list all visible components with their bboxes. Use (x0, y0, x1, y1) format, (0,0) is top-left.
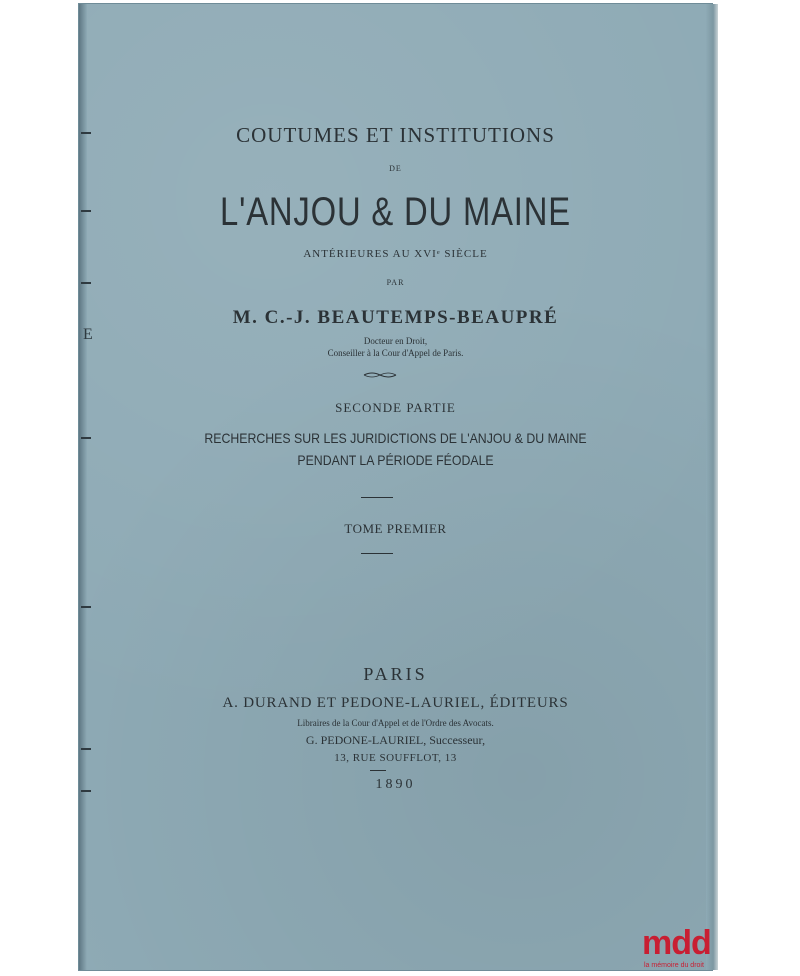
divider-rule (361, 497, 393, 498)
volume-label: TOME PREMIER (344, 521, 447, 536)
logo-tagline: la mémoire du droit (644, 962, 704, 969)
publication-year: 1890 (375, 777, 416, 792)
preposition-par: PAR (386, 278, 405, 287)
subject-line-1: RECHERCHES SUR LES JURIDICTIONS DE L'ANJOU & DU MAINE (204, 430, 587, 446)
watermark-logo (642, 924, 722, 972)
spine-edge (79, 4, 87, 970)
preposition-de: DE (389, 164, 402, 173)
logo-wordmark: mdd (642, 924, 711, 962)
divider-rule (370, 770, 386, 771)
main-title: L'ANJOU & DU MAINE (220, 190, 571, 234)
book-cover (79, 4, 712, 970)
publisher-name: A. DURAND ET PEDONE-LAURIEL, ÉDITEURS (222, 695, 569, 711)
author-degree: Docteur en Droit, (363, 336, 428, 346)
period-subtitle: ANTÉRIEURES AU XVIᵉ SIÈCLE (303, 248, 488, 260)
spine-tick (81, 748, 91, 750)
publication-city: PARIS (363, 664, 428, 684)
subject-line-2: PENDANT LA PÉRIODE FÉODALE (297, 452, 494, 468)
publisher-note: Libraires de la Cour d'Appel et de l'Ordre des Avocats. (297, 718, 494, 728)
series-title: COUTUMES ET INSTITUTIONS (236, 123, 555, 147)
page-edge (706, 4, 718, 970)
part-label: SECONDE PARTIE (335, 400, 456, 415)
divider-rule (361, 553, 393, 554)
author-name: M. C.-J. BEAUTEMPS-BEAUPRÉ (232, 307, 559, 328)
publisher-successor: G. PEDONE-LAURIEL, Successeur, (305, 733, 486, 747)
spine-tick (81, 606, 91, 608)
author-position: Conseiller à la Cour d'Appel de Paris. (327, 348, 464, 358)
publisher-address: 13, RUE SOUFFLOT, 13 (334, 752, 457, 764)
spine-letter: E (83, 326, 93, 343)
spine-tick (81, 437, 91, 439)
spine-tick (81, 210, 91, 212)
ornament-icon (363, 371, 397, 379)
